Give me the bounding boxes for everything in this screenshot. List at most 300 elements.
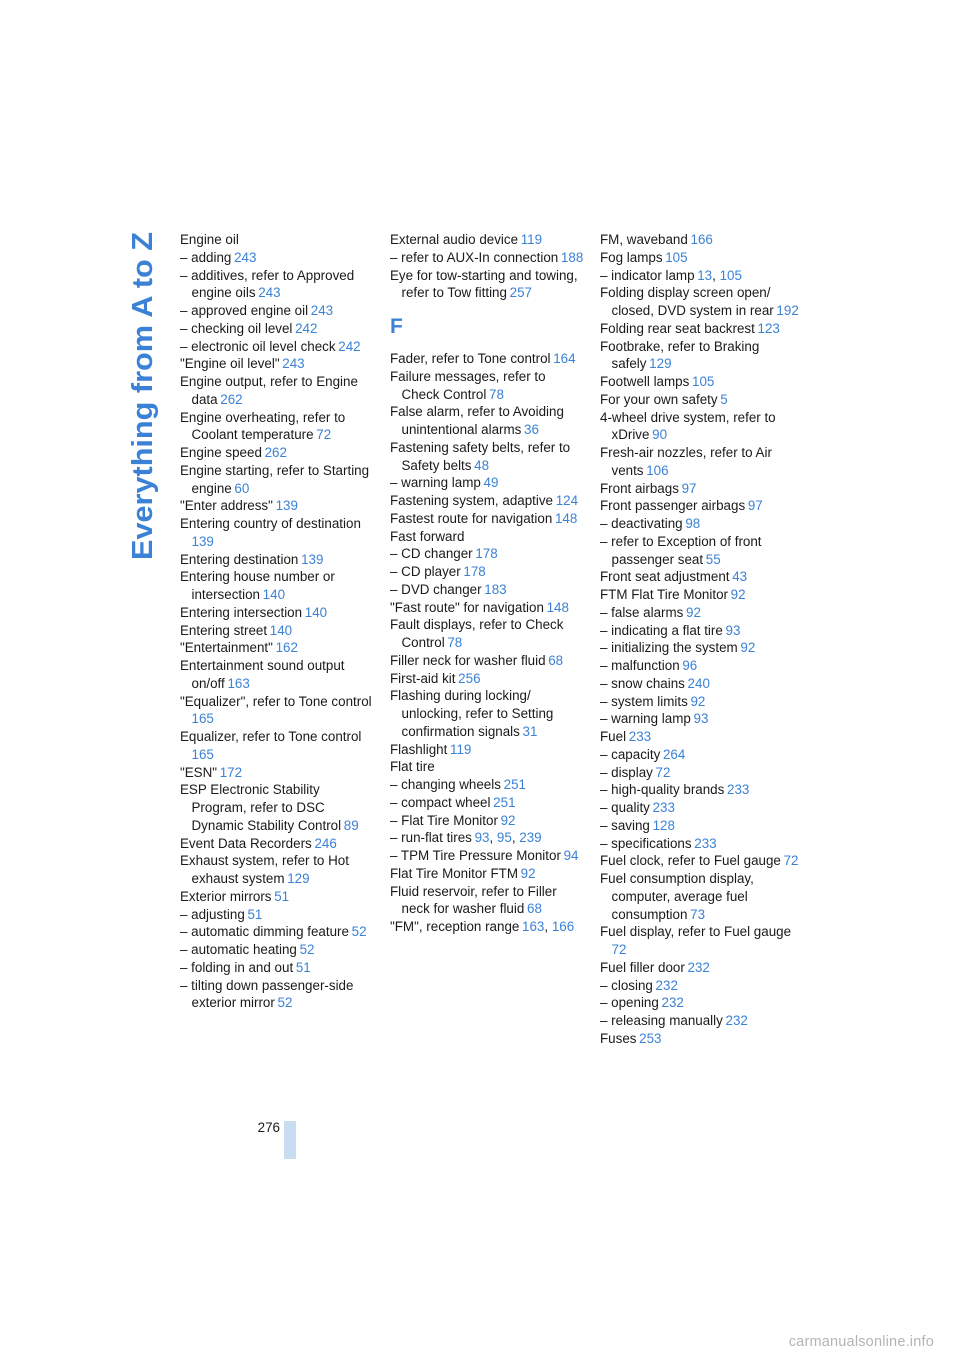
index-entry-term: "Equalizer", refer to Tone control (180, 693, 372, 709)
page-reference-link[interactable]: 95 (496, 830, 512, 846)
index-entry (180, 728, 376, 764)
index-entry-term: Flashing during locking/ unlocking, refer to Setting confirmation signals (390, 688, 554, 739)
index-entry (180, 977, 376, 1013)
index-entry (180, 497, 376, 515)
index-entry (600, 444, 800, 480)
page-reference-link[interactable]: 92 (500, 812, 516, 828)
index-entry-term: Fuel (600, 729, 627, 744)
page-reference-link[interactable]: 93 (725, 622, 741, 638)
index-entry-term: – checking oil level (180, 320, 293, 336)
index-entry (180, 302, 376, 320)
index-entry (390, 563, 586, 581)
index-entry (390, 249, 586, 267)
page-reference-link[interactable]: 48 (474, 457, 490, 473)
page-reference-link[interactable]: 256 (458, 670, 481, 686)
index-entry-term: Engine output, refer to Engine data (180, 374, 358, 407)
index-entry (180, 338, 376, 356)
index-column-3 (600, 231, 800, 1048)
index-entry (600, 338, 800, 374)
page-reference-link[interactable]: 124 (555, 493, 579, 508)
page-reference-link[interactable]: 105 (692, 374, 715, 389)
index-entry-term: Flat Tire Monitor FTM (390, 865, 518, 881)
index-entry-term: Fastening safety belts, refer to Safety belts (390, 439, 571, 473)
index-entry-term: – compact wheel (390, 794, 491, 810)
page-reference-link[interactable]: 178 (463, 564, 486, 579)
index-letter-heading: F (390, 315, 403, 338)
index-entry (600, 373, 800, 391)
index-entry (390, 741, 586, 759)
page-reference-link[interactable]: 264 (662, 746, 686, 762)
index-entry (180, 781, 376, 834)
page-reference-link[interactable]: 93 (474, 830, 490, 846)
page-reference-link[interactable]: 129 (287, 871, 310, 886)
page-reference-link[interactable]: 51 (247, 906, 263, 922)
index-entry-term: Equalizer, refer to Tone control (180, 729, 362, 744)
index-entry (390, 687, 586, 740)
index-entry (600, 870, 800, 923)
index-entry-term: – automatic heating (180, 942, 297, 957)
index-entry-term: – refer to Exception of front passenger seat (600, 533, 762, 567)
index-entry-term: – CD changer (390, 546, 473, 562)
page-reference-link[interactable]: 72 (316, 427, 332, 443)
index-entry (180, 568, 376, 604)
index-entry (390, 510, 586, 528)
page-reference-link[interactable]: 92 (730, 587, 746, 602)
index-entry (600, 622, 800, 640)
index-entry (180, 764, 376, 782)
index-entry-term: Entering intersection (180, 604, 303, 620)
index-entry-term: Fuses (600, 1030, 637, 1046)
page-reference-link[interactable]: 232 (661, 995, 684, 1011)
index-entry-term: First-aid kit (390, 670, 456, 686)
index-entry (390, 670, 586, 688)
index-entry-term: – false alarms (600, 604, 684, 620)
watermark: carmanualsonline.info (788, 1334, 934, 1350)
page-number: 276 (257, 1120, 280, 1135)
index-entry-term: False alarm, refer to Avoiding unintentional alarms (390, 404, 564, 437)
page-reference-link[interactable]: 178 (475, 546, 498, 562)
index-entry: – run-flat tires 93, 95, 239 (390, 830, 542, 846)
index-entry (600, 231, 800, 249)
page-reference-link[interactable]: 72 (611, 942, 627, 957)
page-reference-link[interactable]: 243 (234, 249, 257, 265)
page-reference-link[interactable]: 233 (652, 800, 675, 815)
index-entry (600, 657, 800, 675)
page-reference-link[interactable]: 242 (295, 320, 318, 336)
index-entry-term: – changing wheels (390, 777, 501, 792)
index-entry-term: Event Data Recorders (180, 835, 312, 851)
index-entry (600, 320, 800, 338)
index-entry-term: Engine oil (180, 232, 239, 247)
page-reference-link[interactable]: 97 (681, 480, 697, 496)
index-entry-term: "Enter address" (180, 498, 273, 514)
page-reference-link[interactable]: 92 (686, 604, 701, 620)
index-entry-term: Engine starting, refer to Starting engine (180, 462, 370, 496)
index-entry: "FM", reception range 163, 166 (390, 919, 575, 934)
index-entry (600, 586, 800, 604)
index-entry-term: – Flat Tire Monitor (390, 812, 498, 828)
index-entry (390, 776, 586, 794)
index-entry-term: Entering country of destination (180, 516, 361, 531)
index-entry (390, 652, 586, 670)
index-entry (600, 409, 800, 445)
index-entry-term: – DVD changer (390, 581, 482, 597)
side-title-text: Everything from A to Z (127, 254, 159, 560)
page-reference-link[interactable]: 148 (546, 599, 569, 615)
page-reference-link[interactable]: 232 (687, 959, 710, 975)
index-entry-term: Fuel consumption display, computer, average fuel consumption (600, 871, 754, 922)
index-entry-term: – folding in and out (180, 959, 294, 975)
index-entry-term: – warning lamp (390, 475, 481, 491)
index-entry (180, 604, 376, 622)
index-entry (390, 528, 586, 546)
index-entry (390, 350, 586, 368)
page-reference-link[interactable]: 36 (524, 422, 539, 437)
index-entry-term: Fuel filler door (600, 959, 685, 975)
index-entry-term: – warning lamp (600, 711, 691, 727)
index-entry (390, 847, 586, 865)
index-entry-term: Entering house number or intersection (180, 569, 335, 602)
index-entry-term: FM, waveband (600, 232, 688, 247)
index-entry-term: – display (600, 764, 653, 780)
index-entry (600, 994, 800, 1012)
index-entry-term: Exhaust system, refer to Hot exhaust system (180, 853, 349, 886)
index-entry-term: – saving (600, 817, 650, 833)
index-entry (600, 604, 800, 622)
index-entry (600, 728, 800, 746)
index-entry (180, 622, 376, 640)
page-reference-link[interactable]: 251 (503, 777, 526, 792)
page-reference-link[interactable]: 55 (705, 551, 721, 567)
page-reference-link[interactable]: 172 (219, 764, 243, 780)
index-entry (390, 439, 586, 475)
index-entry (180, 320, 376, 338)
page-reference-link[interactable]: 243 (282, 356, 305, 372)
page-reference-link[interactable]: 232 (725, 1013, 748, 1028)
index-entry (600, 497, 800, 515)
index-entry (180, 249, 376, 267)
index-entry (600, 249, 800, 267)
page-reference-link[interactable]: 233 (694, 835, 717, 851)
page-reference-link[interactable]: 90 (652, 427, 668, 443)
page-reference-link[interactable]: 31 (522, 723, 538, 739)
index-entry-term: Front airbags (600, 480, 679, 496)
index-entry (600, 923, 800, 959)
index-entry-term: "Entertainment" (180, 640, 273, 656)
index-entry (600, 675, 800, 693)
index-entry (390, 865, 586, 883)
page-tab-bar (284, 1121, 296, 1159)
page-reference-link[interactable]: 242 (338, 338, 361, 354)
index-entry (600, 515, 800, 533)
index-entry (600, 284, 800, 320)
index-entry-term: – indicating a flat tire (600, 622, 723, 638)
page-reference-link[interactable]: 166 (551, 919, 575, 934)
index-entry-term: "FM", reception range (390, 919, 520, 934)
index-entry (180, 355, 376, 373)
page-reference-link[interactable]: 239 (519, 830, 542, 846)
index-column-2 (390, 231, 586, 936)
index-entry-term: Front passenger airbags (600, 498, 746, 514)
page-reference-link[interactable]: 257 (509, 285, 532, 301)
page-reference-link[interactable]: 165 (191, 746, 214, 762)
page-reference-link[interactable]: 162 (275, 640, 298, 656)
index-entry (180, 267, 376, 303)
index-entry-term: – approved engine oil (180, 303, 309, 318)
index-entry-term: Fuel clock, refer to Fuel gauge (600, 853, 781, 869)
page-reference-link[interactable]: 72 (783, 853, 799, 869)
page-reference-link[interactable]: 92 (740, 640, 756, 656)
index-entry (390, 599, 586, 617)
page-reference-link[interactable]: 73 (690, 906, 706, 922)
index-entry (390, 368, 586, 404)
page-reference-link[interactable]: 94 (563, 848, 579, 863)
index-entry-term: – additives, refer to Approved engine oils (180, 267, 355, 301)
index-entry (180, 693, 376, 729)
page-reference-link[interactable]: 140 (262, 587, 286, 602)
index-entry (390, 758, 586, 776)
index-entry (390, 492, 586, 510)
index-entry (180, 835, 376, 853)
index-column-1 (180, 231, 376, 1012)
index-entry-term: Entering street (180, 622, 268, 638)
page-reference-link[interactable]: 93 (693, 711, 709, 727)
index-entry (600, 835, 800, 853)
index-entry-term: Footbrake, refer to Braking safely (600, 338, 760, 372)
index-entry-term: Entering destination (180, 551, 299, 567)
index-entry-term: – closing (600, 977, 653, 993)
index-entry (180, 923, 376, 941)
page-reference-link[interactable]: 140 (304, 604, 328, 620)
index-entry (390, 231, 586, 249)
page-reference-link[interactable]: 51 (274, 888, 290, 904)
index-entry (180, 409, 376, 445)
page-reference-link[interactable]: 60 (234, 480, 250, 496)
page-reference-link[interactable]: 78 (489, 386, 504, 402)
page-reference-link[interactable]: 188 (560, 249, 584, 265)
index-entry (180, 888, 376, 906)
index-entry-term: Entertainment sound output on/off (180, 658, 345, 691)
index-entry (180, 906, 376, 924)
index-entry-term: Fader, refer to Tone control (390, 351, 551, 366)
page-reference-link[interactable]: 164 (553, 351, 576, 366)
index-entry-term: – adjusting (180, 906, 245, 922)
page-reference-link[interactable]: 51 (295, 959, 311, 975)
index-entry (390, 545, 586, 563)
index-entry (180, 852, 376, 888)
index-entry (180, 959, 376, 977)
index-entry (390, 812, 586, 830)
index-entry-term: "Fast route" for navigation (390, 599, 544, 615)
page-reference-link[interactable]: 72 (655, 764, 671, 780)
index-entry (600, 391, 800, 409)
index-entry (390, 267, 586, 303)
index-entry (180, 551, 376, 569)
page-reference-link[interactable]: 96 (682, 658, 698, 673)
index-entry-term: Engine overheating, refer to Coolant temperature (180, 409, 346, 443)
page-reference-link[interactable]: 97 (747, 498, 763, 514)
page-reference-link[interactable]: 52 (299, 942, 315, 957)
page-reference-link[interactable]: 163 (227, 675, 250, 691)
page-reference-link[interactable]: 13 (697, 267, 713, 283)
index-entry (390, 403, 586, 439)
index-entry (390, 581, 586, 599)
index-entry-term: Fastening system, adaptive (390, 493, 554, 508)
index-entry-term: "ESN" (180, 764, 218, 780)
index-entry (180, 444, 376, 462)
page-reference-link[interactable]: 105 (665, 249, 688, 265)
index-entry-term: – opening (600, 995, 659, 1011)
page-reference-link[interactable]: 163 (522, 919, 545, 934)
index-entry-term: – CD player (390, 564, 461, 579)
page-reference-link[interactable]: 49 (483, 475, 499, 491)
page-reference-link[interactable]: 165 (191, 711, 214, 727)
index-entry (600, 693, 800, 711)
index-entry-term: Fuel display, refer to Fuel gauge (600, 924, 792, 940)
page-reference-link[interactable]: 251 (493, 794, 516, 810)
index-entry (600, 959, 800, 977)
index-entry-term: ESP Electronic Stability Program, refer to DSC Dynamic Stability Control (180, 782, 342, 833)
index-entry-term: – releasing manually (600, 1013, 723, 1028)
page-reference-link[interactable]: 98 (685, 516, 701, 531)
index-entry (600, 781, 800, 799)
page-reference-link[interactable]: 128 (652, 817, 675, 833)
index-entry-term: – system limits (600, 693, 688, 709)
index-entry-term: – specifications (600, 835, 692, 851)
page-reference-link[interactable]: 119 (450, 741, 472, 757)
index-entry-term: Front seat adjustment (600, 569, 730, 585)
page-reference-link[interactable]: 240 (687, 675, 710, 691)
index-entry (180, 515, 376, 551)
page-reference-link[interactable]: 52 (351, 924, 367, 940)
index-entry-term: Folding rear seat backrest (600, 320, 755, 336)
index-entry-term: – electronic oil level check (180, 338, 336, 354)
index-entry (180, 657, 376, 693)
index-entry-term: Folding display screen open/ closed, DVD system in rear (600, 285, 774, 318)
index-entry-term: Flashlight (390, 741, 448, 757)
index-entry (600, 799, 800, 817)
index-entry-term: – tilting down passenger-side exterior mirror (180, 977, 354, 1011)
page-reference-link[interactable]: 139 (191, 533, 214, 549)
index-entry-term: Filler neck for washer fluid (390, 652, 546, 668)
index-entry-term: Fastest route for navigation (390, 510, 553, 526)
index-entry (180, 941, 376, 959)
index-entry-term: FTM Flat Tire Monitor (600, 587, 728, 602)
page-reference-link[interactable]: 183 (484, 581, 507, 597)
index-entry (600, 568, 800, 586)
page-reference-link[interactable]: 78 (447, 635, 463, 650)
index-entry-term: – refer to AUX-In connection (390, 249, 559, 265)
index-entry (390, 794, 586, 812)
index-entry-term: – deactivating (600, 516, 683, 531)
page-reference-link[interactable]: 119 (520, 232, 543, 247)
page-reference-link[interactable]: 92 (690, 693, 706, 709)
index-entry-term: Fresh-air nozzles, refer to Air vents (600, 445, 772, 478)
index-entry-term: Fog lamps (600, 249, 663, 265)
index-entry-term: – automatic dimming feature (180, 924, 349, 940)
page-reference-link[interactable]: 262 (264, 445, 287, 460)
index-entry (600, 764, 800, 782)
index-entry (600, 533, 800, 569)
index-entry-term: Exterior mirrors (180, 888, 272, 904)
index-entry-term: 4-wheel drive system, refer to xDrive (600, 409, 776, 443)
page-reference-link[interactable]: 129 (649, 356, 672, 372)
index-entry-term: – snow chains (600, 675, 685, 691)
index-entry-term: Fault displays, refer to Check Control (390, 617, 564, 650)
index-entry (600, 639, 800, 657)
index-entry (600, 1030, 800, 1048)
index-entry-term: Footwell lamps (600, 374, 690, 389)
index-entry (600, 817, 800, 835)
page-reference-link[interactable]: 68 (527, 901, 542, 917)
index-entry (390, 883, 586, 919)
index-entry (180, 639, 376, 657)
index-entry-term: – indicator lamp (600, 267, 695, 283)
index-entry (600, 746, 800, 764)
page-reference-link[interactable]: 139 (301, 551, 324, 567)
index-entry (600, 852, 800, 870)
page-reference-link[interactable]: 246 (314, 835, 337, 851)
index-entry (390, 616, 586, 652)
page-reference-link[interactable]: 5 (720, 391, 728, 407)
index-entry (600, 977, 800, 995)
side-title (120, 230, 160, 560)
index-entry (180, 231, 376, 249)
page-reference-link[interactable]: 68 (548, 652, 564, 668)
index-entry-term: – malfunction (600, 658, 680, 673)
page-reference-link[interactable]: 253 (639, 1030, 662, 1046)
page-reference-link[interactable]: 52 (277, 995, 293, 1011)
index-entry (390, 474, 586, 492)
index-entry-term: "Engine oil level" (180, 356, 280, 372)
index-entry (180, 462, 376, 498)
page-reference-link[interactable]: 89 (343, 817, 359, 833)
page-reference-link[interactable]: 192 (776, 303, 799, 318)
index-entry-term: Fluid reservoir, refer to Filler neck for washer fluid (390, 883, 557, 917)
index-entry-term: – initializing the system (600, 640, 738, 656)
page-reference-link[interactable]: 232 (655, 977, 678, 993)
page-reference-link[interactable]: 140 (269, 622, 293, 638)
index-entry-term: – run-flat tires (390, 830, 472, 846)
index-entry (600, 1012, 800, 1030)
index-entry-term: Engine speed (180, 445, 262, 460)
page-reference-link[interactable]: 43 (732, 569, 748, 585)
index-entry-term: External audio device (390, 232, 519, 247)
index-entry-term: Flat tire (390, 759, 435, 775)
index-entry-term: – capacity (600, 746, 661, 762)
index-entry-term: – quality (600, 800, 650, 815)
page-reference-link[interactable]: 139 (275, 498, 298, 514)
index-entry-term: Failure messages, refer to Check Control (390, 368, 546, 402)
page-reference-link[interactable]: 166 (690, 232, 713, 247)
page-reference-link[interactable]: 105 (719, 267, 742, 283)
page-reference-link[interactable]: 123 (757, 320, 780, 336)
index-entry (180, 373, 376, 409)
page-reference-link[interactable]: 106 (646, 462, 669, 478)
index-entry-term: – adding (180, 249, 232, 265)
index-entry (600, 710, 800, 728)
page-reference-link[interactable]: 243 (258, 285, 281, 301)
page-reference-link[interactable]: 243 (310, 303, 334, 318)
page-reference-link[interactable]: 262 (220, 391, 243, 407)
page-reference-link[interactable]: 233 (628, 729, 652, 744)
index-entry-term: Fast forward (390, 528, 465, 544)
page-reference-link[interactable]: 233 (727, 782, 750, 798)
index-entry (600, 480, 800, 498)
page-reference-link[interactable]: 148 (554, 510, 578, 526)
index-entry-term: – TPM Tire Pressure Monitor (390, 848, 561, 863)
page-reference-link[interactable]: 92 (520, 865, 536, 881)
